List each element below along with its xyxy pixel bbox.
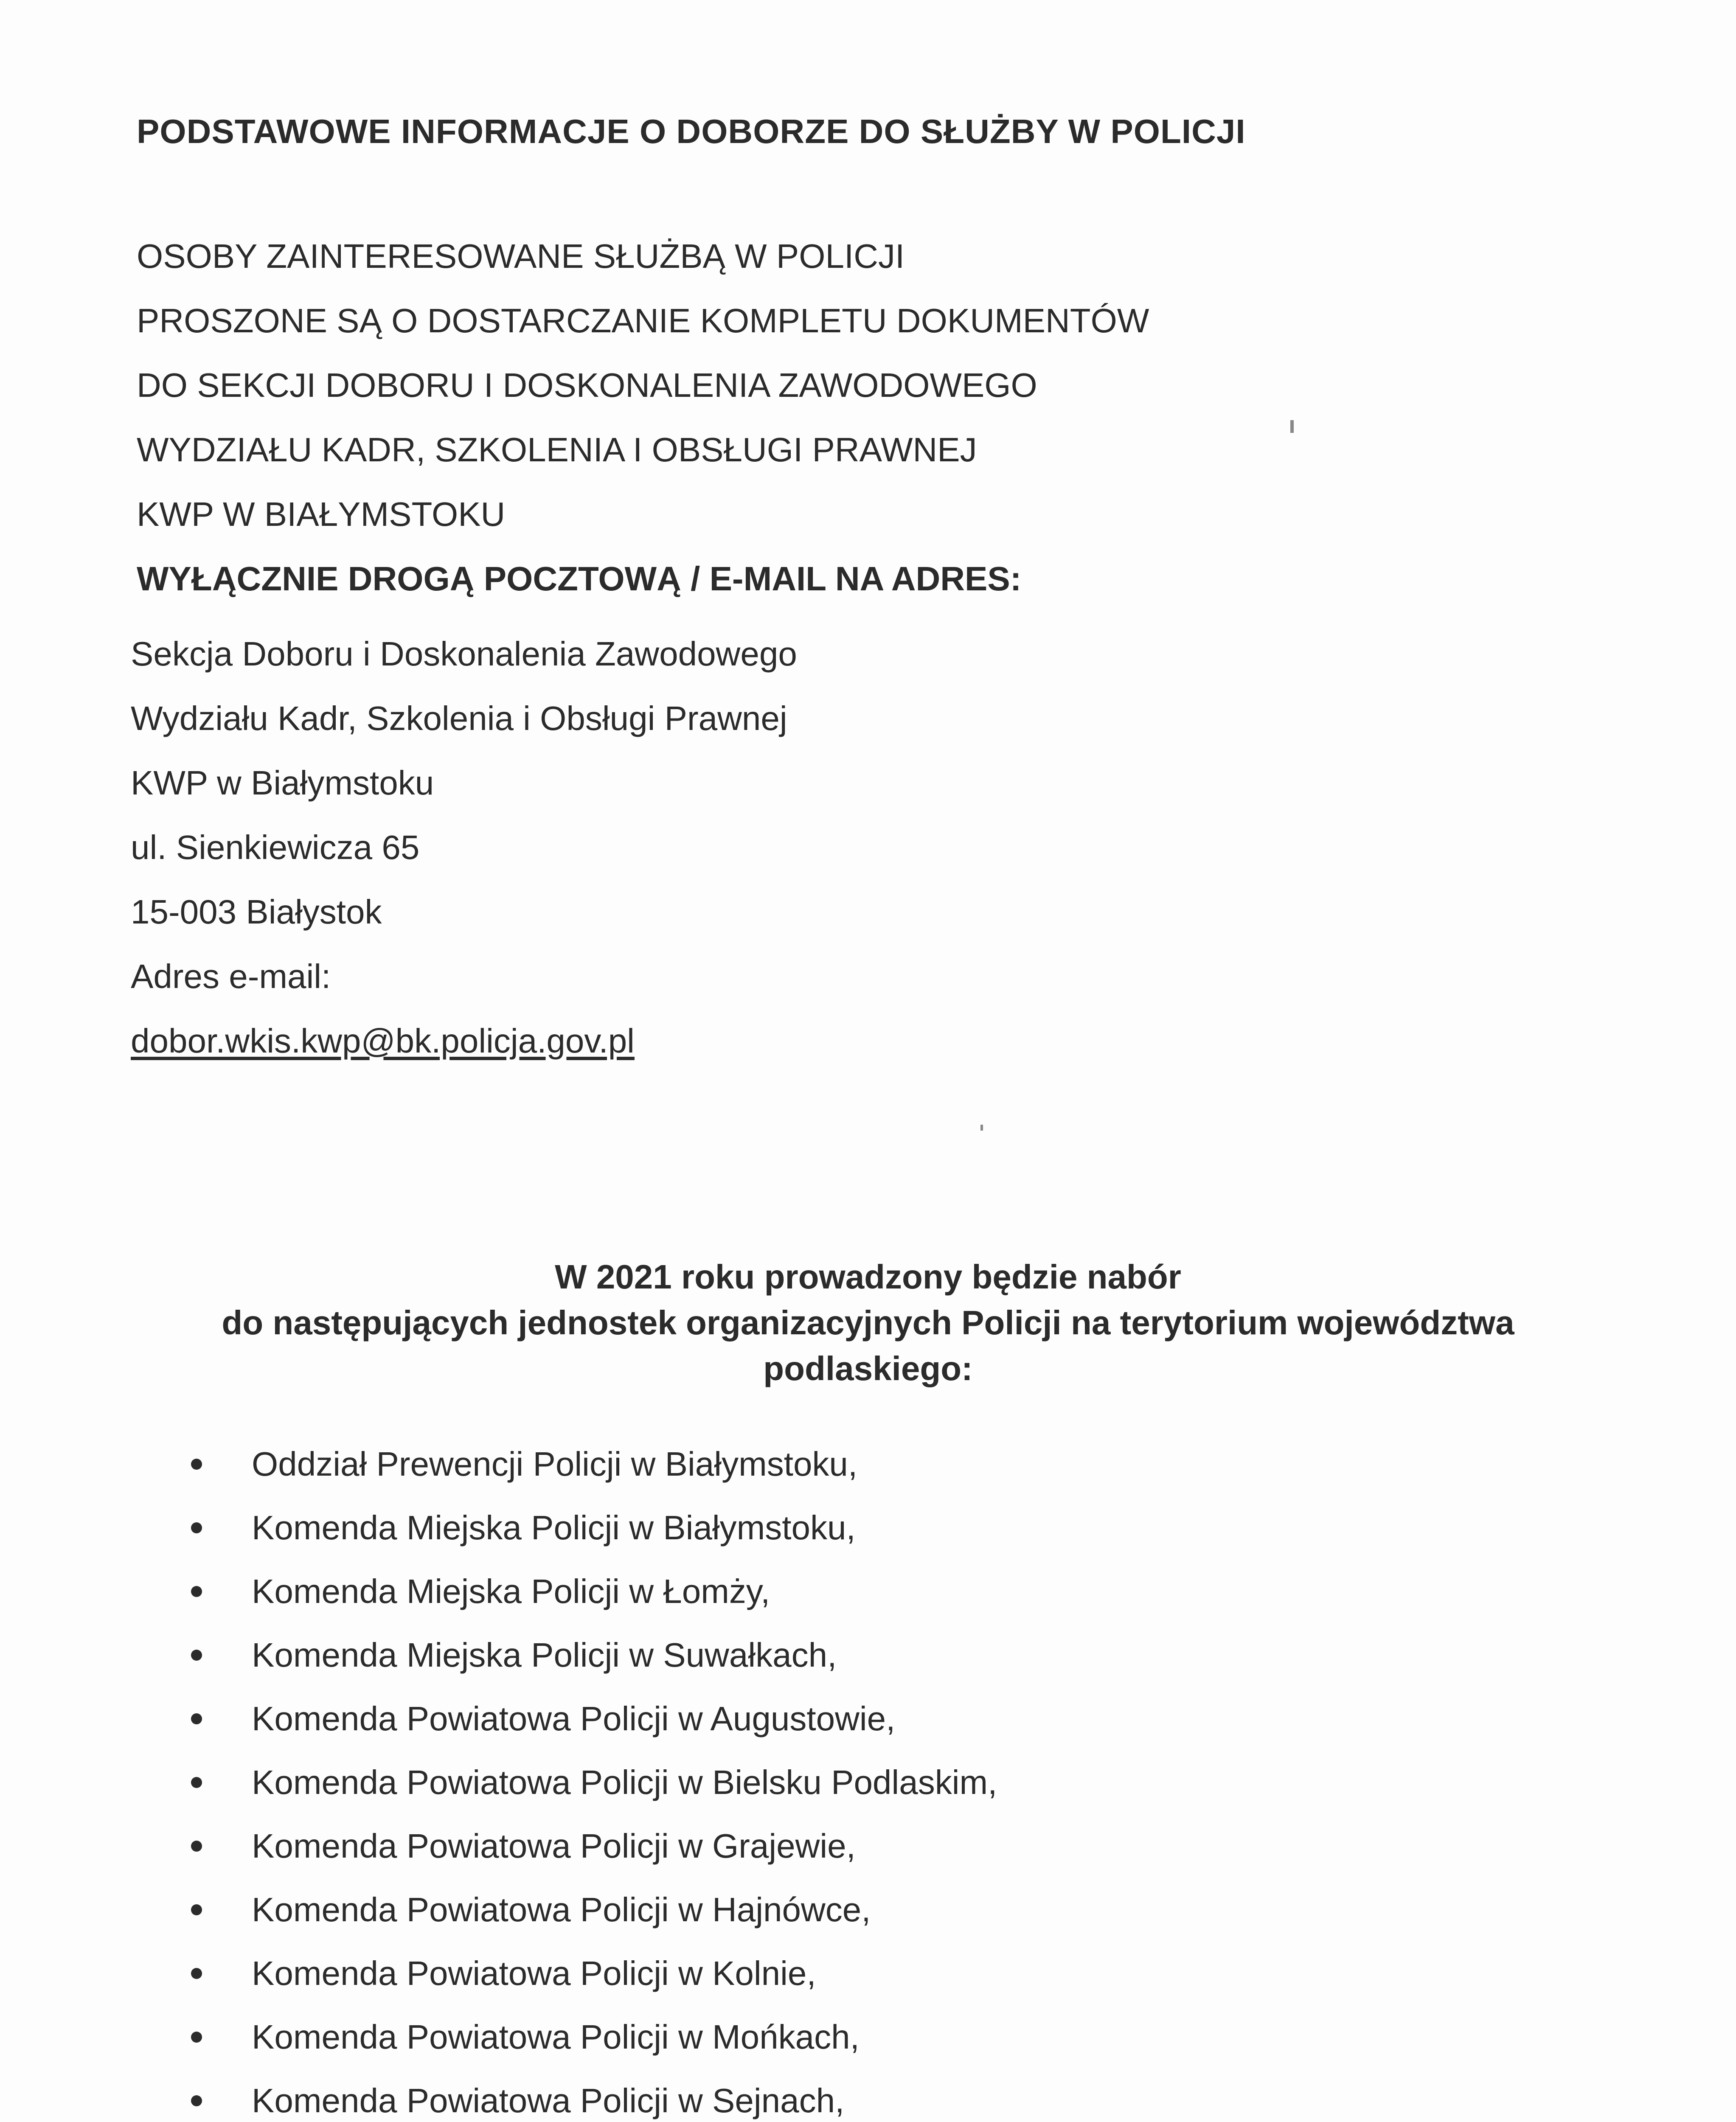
unit-name: Komenda Powiatowa Policji w Sejnach, xyxy=(252,2082,845,2119)
unit-name: Oddział Prewencji Policji w Białymstoku, xyxy=(252,1445,858,1483)
bullet-icon xyxy=(191,2032,202,2043)
bullet-icon xyxy=(191,2095,202,2106)
recruitment-line: do następujących jednostek organizacyjnych Policji na terytorium województwa xyxy=(222,1304,1514,1342)
address-line: ul. Sienkiewicza 65 xyxy=(131,828,420,866)
page-title: PODSTAWOWE INFORMACJE O DOBORZE DO SŁUŻBY W POLICJI xyxy=(137,112,1246,150)
email-line xyxy=(131,1009,1404,1073)
unit-list xyxy=(183,1432,1583,2122)
unit-name: Komenda Miejska Policji w Łomży, xyxy=(252,1572,770,1610)
instruction-line: OSOBY ZAINTERESOWANE SŁUŻBĄ W POLICJI xyxy=(137,237,905,275)
submission-instructions xyxy=(137,224,1622,611)
list-item xyxy=(183,1432,1583,1496)
bullet-icon xyxy=(191,1586,202,1597)
scan-speck xyxy=(980,1125,983,1131)
instruction-line: KWP W BIAŁYMSTOKU xyxy=(137,495,506,533)
bullet-icon xyxy=(191,1650,202,1661)
list-item xyxy=(183,2069,1583,2122)
address-line: Sekcja Doboru i Doskonalenia Zawodowego xyxy=(131,635,797,673)
email-label: Adres e-mail: xyxy=(131,957,331,995)
scan-speck xyxy=(1290,420,1294,433)
unit-name: Komenda Powiatowa Policji w Mońkach, xyxy=(252,2018,860,2056)
bullet-icon xyxy=(191,1841,202,1852)
postal-address xyxy=(131,622,1404,1073)
instruction-line: DO SEKCJI DOBORU I DOSKONALENIA ZAWODOWEGO xyxy=(137,366,1037,404)
instruction-line-emphasis: WYŁĄCZNIE DROGĄ POCZTOWĄ / E-MAIL NA ADRES: xyxy=(137,560,1022,598)
address-line: 15-003 Białystok xyxy=(131,893,382,931)
bullet-icon xyxy=(191,1713,202,1724)
bullet-icon xyxy=(191,1777,202,1788)
unit-name: Komenda Miejska Policji w Suwałkach, xyxy=(252,1636,837,1674)
unit-name: Komenda Powiatowa Policji w Kolnie, xyxy=(252,1954,816,1992)
instruction-line: WYDZIAŁU KADR, SZKOLENIA I OBSŁUGI PRAWNEJ xyxy=(137,431,977,469)
recruitment-heading xyxy=(127,1254,1609,1392)
recruitment-line: W 2021 roku prowadzony będzie nabór xyxy=(555,1258,1181,1296)
bullet-icon xyxy=(191,1522,202,1533)
address-line: Wydziału Kadr, Szkolenia i Obsługi Prawnej xyxy=(131,699,787,737)
list-item xyxy=(183,1878,1583,1942)
unit-name: Komenda Powiatowa Policji w Hajnówce, xyxy=(252,1891,871,1928)
unit-name: Komenda Miejska Policji w Białymstoku, xyxy=(252,1509,856,1547)
list-item xyxy=(183,1496,1583,1560)
list-item xyxy=(183,1560,1583,1623)
list-item xyxy=(183,2005,1583,2069)
email-link[interactable]: dobor.wkis.kwp@bk.policja.gov.pl xyxy=(131,1022,635,1060)
bullet-icon xyxy=(191,1968,202,1979)
list-item xyxy=(183,1814,1583,1878)
address-line: KWP w Białymstoku xyxy=(131,764,434,802)
list-item xyxy=(183,1687,1583,1751)
unit-name: Komenda Powiatowa Policji w Bielsku Podlaskim, xyxy=(252,1763,997,1801)
list-item xyxy=(183,1623,1583,1687)
bullet-icon xyxy=(191,1459,202,1470)
instruction-line: PROSZONE SĄ O DOSTARCZANIE KOMPLETU DOKUMENTÓW xyxy=(137,302,1149,340)
unit-name: Komenda Powiatowa Policji w Augustowie, xyxy=(252,1700,896,1737)
list-item xyxy=(183,1751,1583,1814)
bullet-icon xyxy=(191,1904,202,1915)
recruitment-line: podlaskiego: xyxy=(763,1350,973,1387)
list-item xyxy=(183,1942,1583,2005)
unit-name: Komenda Powiatowa Policji w Grajewie, xyxy=(252,1827,856,1865)
